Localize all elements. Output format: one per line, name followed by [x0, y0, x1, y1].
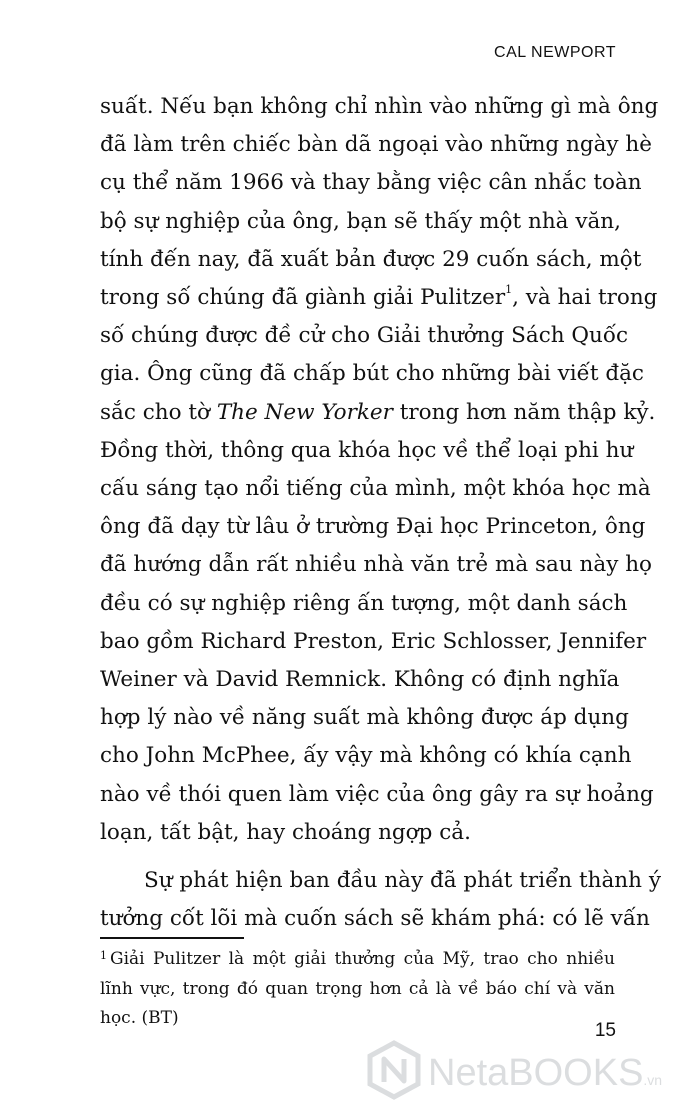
body-line: bao gồm Richard Preston, Eric Schlosser, Jennifer — [100, 628, 647, 654]
body-line-with-footnote-ref — [100, 279, 658, 317]
body-line: nào về thói quen làm việc của ông gây ra sự hoảng — [100, 781, 654, 807]
body-line-text: sắc cho tờ — [100, 399, 217, 425]
body-line: ông đã dạy từ lâu ở trường Đại học Princeton, ông — [100, 514, 646, 540]
body-line: cụ thể năm 1966 và thay bằng việc cân nhắc toàn — [100, 170, 642, 196]
running-head: CAL NEWPORT — [494, 44, 616, 61]
body-line: gia. Ông cũng đã chấp bút cho những bài viết đặc — [100, 361, 644, 387]
body-line: bộ sự nghiệp của ông, bạn sẽ thấy một nhà văn, — [100, 208, 621, 234]
body-line: đã làm trên chiếc bàn dã ngoại vào những ngày hè — [100, 132, 652, 158]
body-line-tail: trong hơn năm thập kỷ. — [392, 399, 656, 425]
footnote-text: Giải Pulitzer là một giải thưởng của Mỹ, trao cho nhiều — [110, 949, 615, 969]
body-line: hợp lý nào về năng suất mà không được áp dụng — [100, 705, 629, 731]
body-line: Weiner và David Remnick. Không có định nghĩa — [100, 667, 620, 693]
body-line: cấu sáng tạo nổi tiếng của mình, một khóa học mà — [100, 476, 651, 502]
body-line-with-italic — [100, 394, 656, 432]
footnote-line: học. (BT) — [100, 1008, 179, 1028]
footnote — [100, 945, 615, 1033]
neta-logo-icon — [366, 1040, 422, 1100]
footnote-line: lĩnh vực, trong đó quan trọng hơn cả là về báo chí và văn — [100, 979, 615, 999]
watermark-brand — [428, 1052, 662, 1095]
watermark-brand-text: NetaBOOKS — [428, 1052, 644, 1094]
footnote-mark: 1 — [100, 949, 107, 962]
footnote-divider — [100, 937, 244, 939]
body-line-tail: , và hai trong — [512, 285, 658, 311]
page-number: 15 — [594, 1020, 616, 1041]
paragraph-line: Sự phát hiện ban đầu này đã phát triển thành ý — [144, 868, 661, 894]
body-line-text: trong số chúng đã giành giải Pulitzer — [100, 285, 506, 311]
publication-title: The New Yorker — [216, 399, 393, 425]
body-text — [100, 88, 661, 938]
body-line: đã hướng dẫn rất nhiều nhà văn trẻ mà sau này họ — [100, 552, 652, 578]
body-line: cho John McPhee, ấy vậy mà không có khía cạnh — [100, 743, 632, 769]
body-line: Đồng thời, thông qua khóa học về thể loại phi hư — [100, 437, 634, 463]
body-line: đều có sự nghiệp riêng ấn tượng, một danh sách — [100, 590, 628, 616]
body-line: loạn, tất bật, hay choáng ngợp cả. — [100, 819, 471, 845]
body-line: suất. Nếu bạn không chỉ nhìn vào những gì mà ông — [100, 94, 659, 119]
watermark-suffix: .vn — [643, 1072, 663, 1088]
paragraph-line: tưởng cốt lõi mà cuốn sách sẽ khám phá: có lẽ vấn — [100, 906, 650, 932]
footnote-reference[interactable]: 1 — [505, 282, 513, 296]
body-line: số chúng được đề cử cho Giải thưởng Sách Quốc — [100, 323, 629, 349]
footnote-line — [100, 945, 615, 975]
body-line: tính đến nay, đã xuất bản được 29 cuốn sách, một — [100, 246, 642, 272]
watermark — [366, 1040, 686, 1100]
